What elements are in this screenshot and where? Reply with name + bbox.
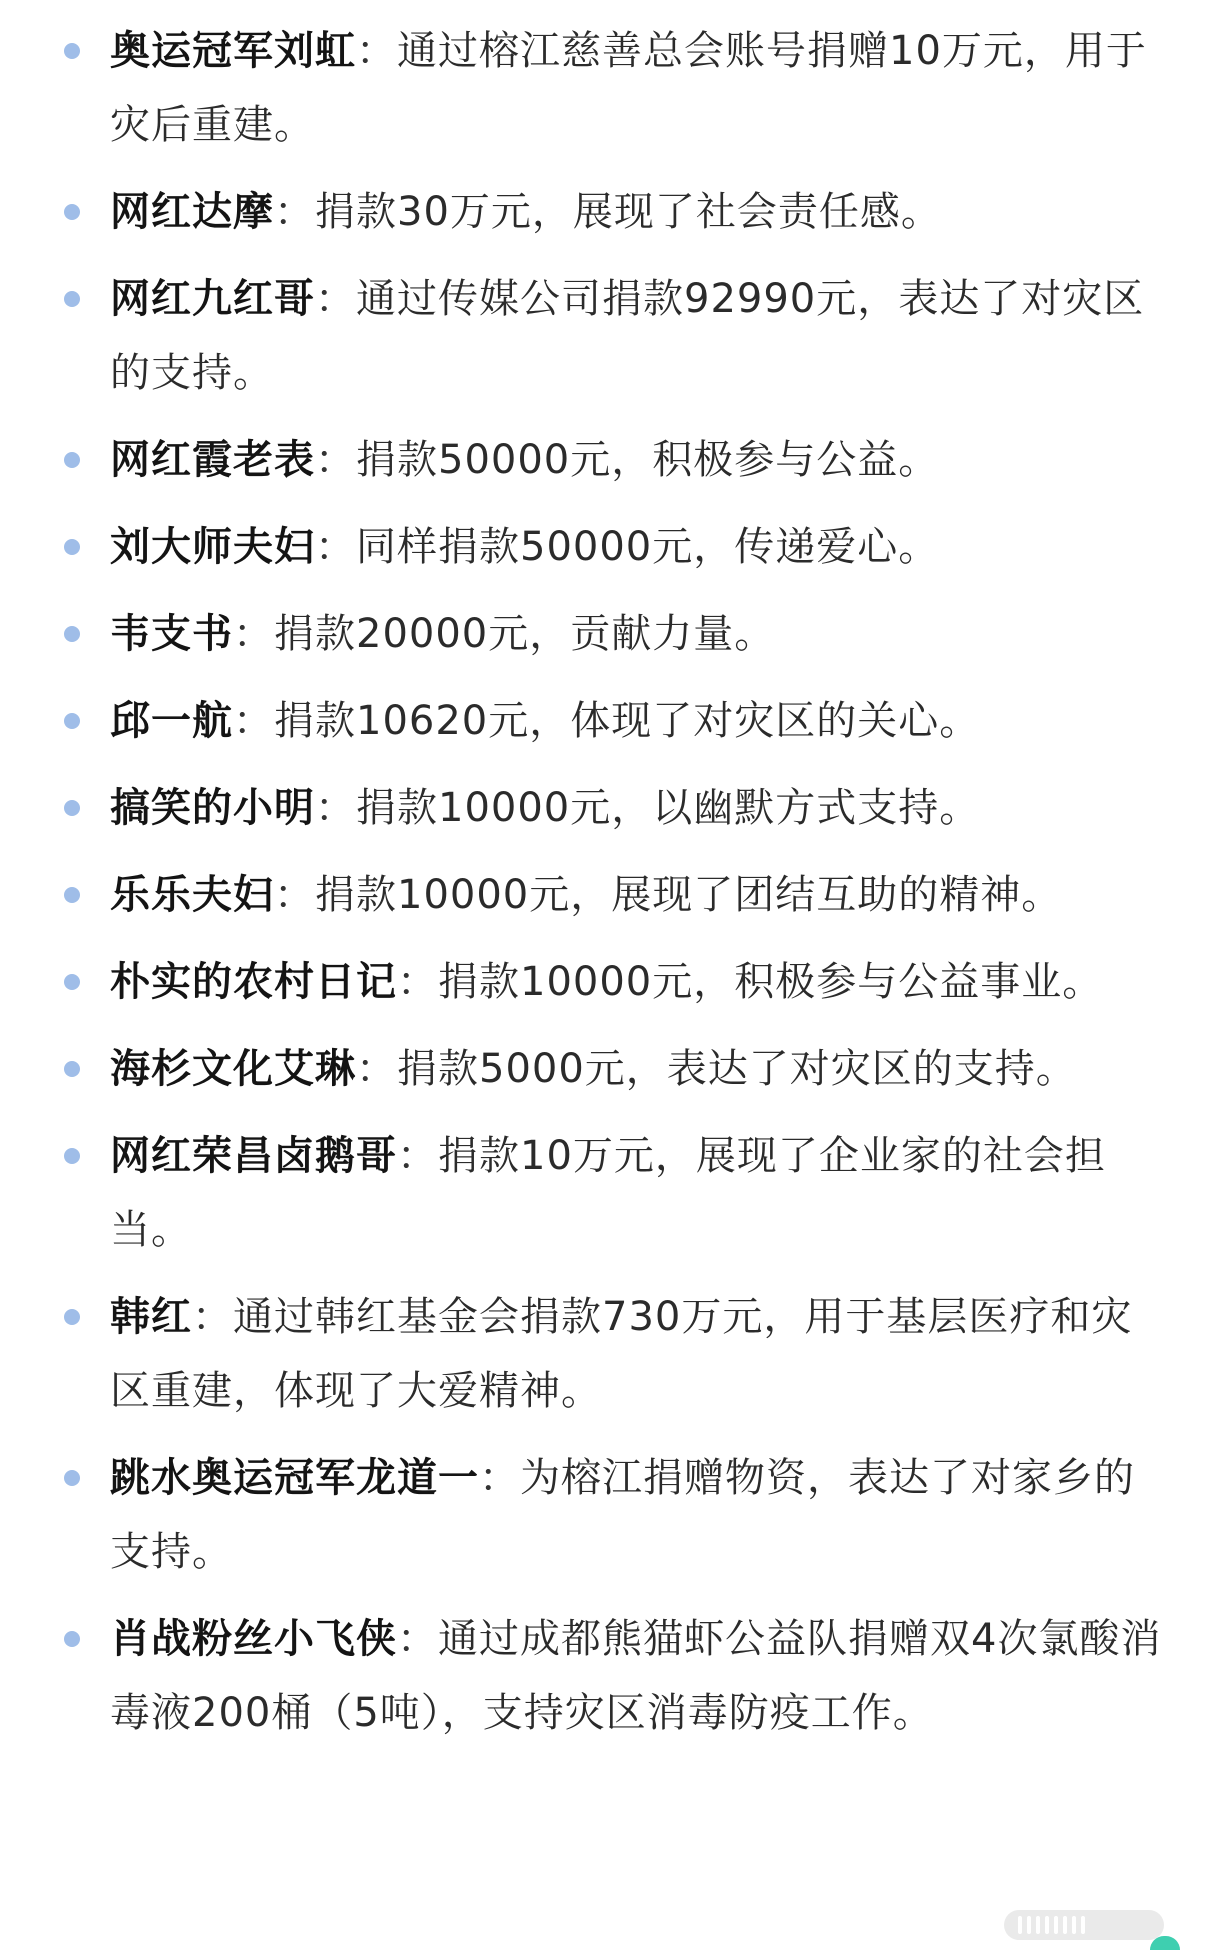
donor-name: 乐乐夫妇 (110, 872, 274, 918)
bullet-icon (64, 626, 80, 642)
list-item (0, 14, 1220, 162)
separator: ： (315, 437, 356, 483)
donation-description: 捐款10000元，积极参与公益事业。 (438, 959, 1104, 1005)
donation-description: 捐款10万元，展现了企业家的社会担当。 (110, 1133, 1106, 1253)
bullet-icon (64, 204, 80, 220)
donor-name: 朴实的农村日记 (110, 959, 397, 1005)
bullet-icon (64, 1631, 80, 1647)
list-item (0, 175, 1220, 249)
list-item (0, 262, 1220, 410)
list-item (0, 1602, 1220, 1750)
donation-description: 为榕江捐赠物资，表达了对家乡的支持。 (110, 1455, 1135, 1575)
donation-description: 捐款10620元，体现了对灾区的关心。 (274, 698, 981, 744)
donor-name: 网红达摩 (110, 189, 274, 235)
donation-description: 捐款20000元，贡献力量。 (274, 611, 776, 657)
donation-description: 同样捐款50000元，传递爱心。 (356, 524, 940, 570)
wave-bar (1054, 1916, 1058, 1934)
donor-name: 搞笑的小明 (110, 785, 315, 831)
wave-bar (1081, 1916, 1085, 1934)
list-item (0, 1119, 1220, 1267)
donation-description: 通过榕江慈善总会账号捐赠10万元，用于灾后重建。 (110, 28, 1147, 148)
separator: ： (397, 1616, 438, 1662)
audio-wave-icon[interactable] (1004, 1910, 1164, 1940)
donation-description: 通过韩红基金会捐款730万元，用于基层医疗和灾区重建，体现了大爱精神。 (110, 1294, 1133, 1414)
wave-bar (1072, 1916, 1076, 1934)
separator: ： (233, 698, 274, 744)
donor-name: 肖战粉丝小飞侠 (110, 1616, 397, 1662)
bullet-icon (64, 800, 80, 816)
separator: ： (356, 28, 397, 74)
donor-name: 网红九红哥 (110, 276, 315, 322)
wave-bar (1036, 1916, 1040, 1934)
bullet-icon (64, 43, 80, 59)
bullet-icon (64, 1061, 80, 1077)
donation-description: 捐款50000元，积极参与公益。 (356, 437, 940, 483)
separator: ： (315, 785, 356, 831)
bullet-icon (64, 1148, 80, 1164)
donor-name: 刘大师夫妇 (110, 524, 315, 570)
separator: ： (274, 189, 315, 235)
donation-description: 通过传媒公司捐款92990元，表达了对灾区的支持。 (110, 276, 1145, 396)
donor-name: 韩红 (110, 1294, 192, 1340)
separator: ： (315, 524, 356, 570)
floating-badge-icon[interactable] (1150, 1936, 1180, 1950)
bullet-icon (64, 452, 80, 468)
list-item (0, 771, 1220, 845)
donor-name: 奥运冠军刘虹 (110, 28, 356, 74)
list-item (0, 1032, 1220, 1106)
wave-bar (1018, 1916, 1022, 1934)
donor-name: 邱一航 (110, 698, 233, 744)
bullet-icon (64, 974, 80, 990)
separator: ： (233, 611, 274, 657)
separator: ： (356, 1046, 397, 1092)
list-item (0, 684, 1220, 758)
donation-description: 捐款10000元，以幽默方式支持。 (356, 785, 981, 831)
list-item (0, 858, 1220, 932)
bullet-icon (64, 1470, 80, 1486)
donation-description: 捐款10000元，展现了团结互助的精神。 (315, 872, 1063, 918)
separator: ： (397, 959, 438, 1005)
wave-bar (1027, 1916, 1031, 1934)
list-item (0, 510, 1220, 584)
wave-bar (1063, 1916, 1067, 1934)
donation-list (0, 14, 1220, 1763)
donation-description: 捐款5000元，表达了对灾区的支持。 (397, 1046, 1077, 1092)
separator: ： (274, 872, 315, 918)
donation-description: 通过成都熊猫虾公益队捐赠双4次氯酸消毒液200桶（5吨），支持灾区消毒防疫工作。 (110, 1616, 1162, 1736)
bullet-icon (64, 539, 80, 555)
separator: ： (479, 1455, 520, 1501)
list-item (0, 1280, 1220, 1428)
list-item (0, 423, 1220, 497)
list-item (0, 597, 1220, 671)
bullet-icon (64, 1309, 80, 1325)
donor-name: 网红霞老表 (110, 437, 315, 483)
separator: ： (397, 1133, 438, 1179)
list-item (0, 945, 1220, 1019)
donor-name: 网红荣昌卤鹅哥 (110, 1133, 397, 1179)
separator: ： (315, 276, 356, 322)
wave-bar (1045, 1916, 1049, 1934)
bullet-icon (64, 713, 80, 729)
donor-name: 跳水奥运冠军龙道一 (110, 1455, 479, 1501)
donor-name: 韦支书 (110, 611, 233, 657)
donor-name: 海杉文化艾琳 (110, 1046, 356, 1092)
bullet-icon (64, 291, 80, 307)
list-item (0, 1441, 1220, 1589)
separator: ： (192, 1294, 233, 1340)
bullet-icon (64, 887, 80, 903)
donation-description: 捐款30万元，展现了社会责任感。 (315, 189, 942, 235)
